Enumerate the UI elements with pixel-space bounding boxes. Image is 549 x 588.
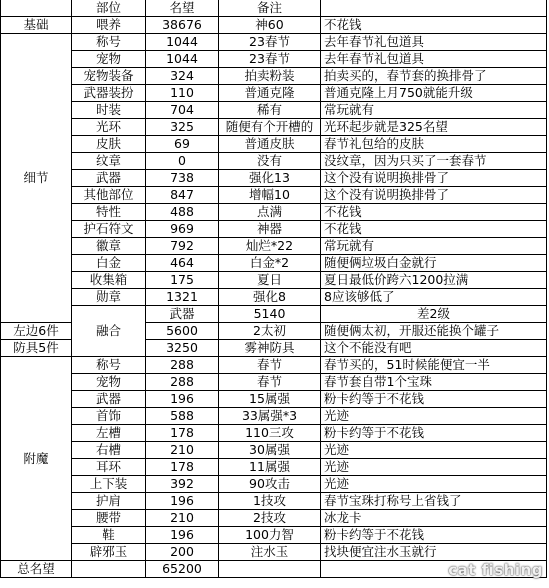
table-row [1,221,547,238]
part-cell: 纹章 [72,153,146,170]
reputation-cell: 178 [146,459,219,476]
reputation-cell: 3250 [146,340,219,357]
table-row [1,170,547,187]
reputation-cell: 324 [146,68,219,85]
note-cell: 11属强 [219,459,321,476]
reputation-cell: 847 [146,187,219,204]
table-row [1,391,547,408]
table-row [1,374,547,391]
comment-cell: 光迹 [321,476,547,493]
reputation-cell: 175 [146,272,219,289]
total-empty-cell [72,561,146,578]
table-row [1,425,547,442]
header-reputation: 名望 [146,0,219,17]
part-cell: 护石符文 [72,221,146,238]
comment-cell: 常玩就有 [321,238,547,255]
comment-cell: 8应该够低了 [321,289,547,306]
table-row [1,527,547,544]
part-cell: 左边6件 [1,323,72,340]
part-cell: 武器 [72,391,146,408]
total-value: 65200 [146,561,219,578]
reputation-cell: 288 [146,357,219,374]
group-cell: 细节 [1,34,72,323]
note-cell: 1技攻 [219,493,321,510]
reputation-cell: 969 [146,221,219,238]
comment-cell: 冰龙卡 [321,510,547,527]
header-row [1,0,547,17]
comment-cell: 春节套自带1个宝珠 [321,374,547,391]
part-cell: 宠物装备 [72,68,146,85]
note-cell: 30属强 [219,442,321,459]
part-cell: 时装 [72,102,146,119]
note-cell: 神器 [219,221,321,238]
table-row [1,459,547,476]
reputation-cell: 210 [146,510,219,527]
reputation-cell: 196 [146,527,219,544]
comment-cell: 没纹章，因为只买了一套春节 [321,153,547,170]
table-row [1,357,547,374]
note-cell: 15属强 [219,391,321,408]
note-cell: 33属强*3 [219,408,321,425]
reputation-cell: 196 [146,391,219,408]
part-cell: 徽章 [72,238,146,255]
table-row [1,238,547,255]
note-cell: 灿烂*22 [219,238,321,255]
group-cell: 附魔 [1,357,72,561]
part-cell: 其他部位 [72,187,146,204]
note-cell: 2太初 [219,323,321,340]
note-cell: 增幅10 [219,187,321,204]
part-cell: 收集箱 [72,272,146,289]
reputation-cell: 488 [146,204,219,221]
comment-cell: 光迹 [321,459,547,476]
part-cell: 勋章 [72,289,146,306]
note-cell: 夏日 [219,272,321,289]
table-row [1,289,547,306]
reputation-cell: 392 [146,476,219,493]
table-row [1,306,547,323]
reputation-cell: 178 [146,425,219,442]
comment-cell: 常玩就有 [321,102,547,119]
table-row [1,85,547,102]
note-cell: 强化13 [219,170,321,187]
reputation-cell: 196 [146,493,219,510]
comment-cell: 拍卖买的，春节套的换排骨了 [321,68,547,85]
comment-cell: 粉卡约等于不花钱 [321,391,547,408]
comment-cell: 这个没有说明换排骨了 [321,187,547,204]
reputation-cell: 704 [146,102,219,119]
part-cell: 武器 [146,306,219,323]
total-empty-cell [219,561,321,578]
part-cell: 宠物 [72,51,146,68]
comment-cell: 光环起步就是325名望 [321,119,547,136]
comment-cell: 光迹 [321,442,547,459]
header-category [1,0,72,17]
comment-cell: 春节宝珠打称号上省钱了 [321,493,547,510]
part-cell: 宠物 [72,374,146,391]
table-row [1,119,547,136]
table-row [1,493,547,510]
part-cell: 腰带 [72,510,146,527]
comment-cell: 不花钱 [321,221,547,238]
reputation-cell: 5140 [219,306,321,323]
part-cell: 辟邪玉 [72,544,146,561]
reputation-cell: 38676 [146,17,219,34]
note-cell: 春节 [219,374,321,391]
comment-cell: 不花钱 [321,204,547,221]
reputation-cell: 5600 [146,323,219,340]
watermark: cat fishing [448,561,543,579]
header-part: 部位 [72,0,146,17]
comment-cell: 春节买的，51时候能便宜一半 [321,357,547,374]
part-cell: 首饰 [72,408,146,425]
header-comment [321,0,547,17]
part-cell: 武器 [72,170,146,187]
part-cell: 称号 [72,357,146,374]
comment-cell: 春节礼包给的皮肤 [321,136,547,153]
part-cell: 武器装扮 [72,85,146,102]
note-cell: 点满 [219,204,321,221]
comment-cell: 去年春节礼包道具 [321,34,547,51]
total-label: 总名望 [1,561,72,578]
reputation-cell: 588 [146,408,219,425]
note-cell: 随便有个开槽的 [219,119,321,136]
table-row [1,68,547,85]
table-row [1,51,547,68]
reputation-cell: 1321 [146,289,219,306]
header-note: 备注 [219,0,321,17]
comment-cell: 光迹 [321,408,547,425]
note-cell: 白金*2 [219,255,321,272]
table-row [1,34,547,51]
part-cell: 耳环 [72,459,146,476]
comment-cell: 找块便宜注水玉就行 [321,544,547,561]
part-cell: 特性 [72,204,146,221]
note-cell: 2技攻 [219,510,321,527]
table-row [1,544,547,561]
reputation-cell: 200 [146,544,219,561]
table-row [1,102,547,119]
note-cell: 强化8 [219,289,321,306]
note-cell: 稀有 [219,102,321,119]
table-row [1,187,547,204]
reputation-cell: 210 [146,442,219,459]
table-row [1,17,547,34]
group-cell: 融合 [72,306,146,357]
note-cell: 春节 [219,357,321,374]
part-cell: 护肩 [72,493,146,510]
note-cell: 普通克隆 [219,85,321,102]
note-cell: 普通皮肤 [219,136,321,153]
part-cell: 称号 [72,34,146,51]
part-cell: 防具5件 [1,340,72,357]
table-row [1,476,547,493]
note-cell: 110三攻 [219,425,321,442]
reputation-cell: 464 [146,255,219,272]
comment-cell: 夏日最低价跨六1200拉满 [321,272,547,289]
part-cell: 光环 [72,119,146,136]
part-cell: 鞋 [72,527,146,544]
table-row [1,204,547,221]
reputation-cell: 738 [146,170,219,187]
note-cell: 90攻击 [219,476,321,493]
comment-cell: 不花钱 [321,17,547,34]
table-row [1,136,547,153]
comment-cell: 这个不能没有吧 [321,340,547,357]
note-cell: 雾神防具 [219,340,321,357]
comment-cell: 粉卡约等于不花钱 [321,425,547,442]
comment-cell: 普通克隆上月750就能升级 [321,85,547,102]
table-row [1,510,547,527]
table-row [1,442,547,459]
reputation-cell: 325 [146,119,219,136]
note-cell: 没有 [219,153,321,170]
table-row [1,255,547,272]
table-row [1,408,547,425]
comment-cell: 这个没有说明换排骨了 [321,170,547,187]
part-cell: 上下装 [72,476,146,493]
table-row [1,153,547,170]
part-cell: 皮肤 [72,136,146,153]
table-row [1,272,547,289]
reputation-cell: 792 [146,238,219,255]
reputation-cell: 1044 [146,51,219,68]
part-cell: 右槽 [72,442,146,459]
part-cell: 喂养 [72,17,146,34]
note-cell: 神60 [219,17,321,34]
comment-cell: 去年春节礼包道具 [321,51,547,68]
reputation-cell: 110 [146,85,219,102]
comment-cell: 随便俩垃圾白金就行 [321,255,547,272]
group-cell: 基础 [1,17,72,34]
note-cell: 差2级 [321,306,547,323]
part-cell: 左槽 [72,425,146,442]
note-cell: 23春节 [219,34,321,51]
note-cell: 注水玉 [219,544,321,561]
reputation-cell: 1044 [146,34,219,51]
reputation-cell: 0 [146,153,219,170]
reputation-cell: 288 [146,374,219,391]
note-cell: 100力智 [219,527,321,544]
comment-cell: 粉卡约等于不花钱 [321,527,547,544]
comment-cell: 随便俩太初，开服还能换个罐子 [321,323,547,340]
reputation-cell: 69 [146,136,219,153]
note-cell: 拍卖粉装 [219,68,321,85]
note-cell: 23春节 [219,51,321,68]
part-cell: 白金 [72,255,146,272]
